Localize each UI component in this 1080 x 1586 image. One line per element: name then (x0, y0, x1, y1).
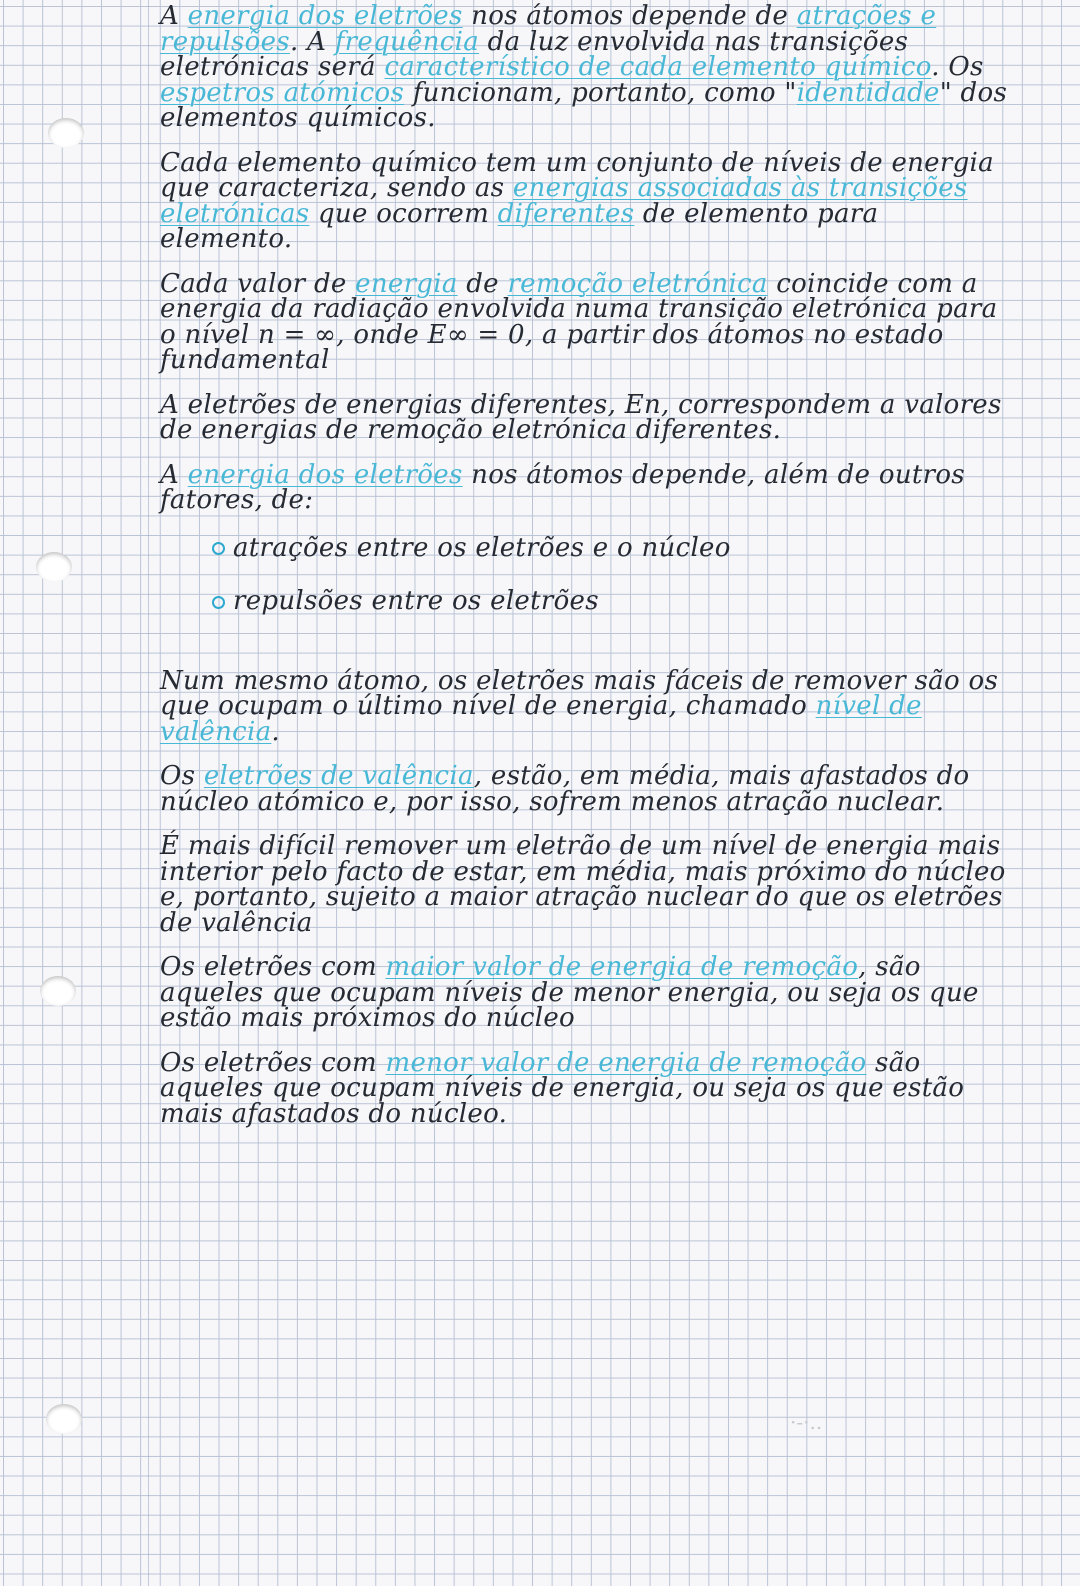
highlighted-term: característico de cada elemento químico (384, 52, 932, 82)
note-text: . (271, 716, 280, 747)
paragraph-group-1 (160, 1, 1010, 515)
circle-bullet-icon (212, 596, 225, 609)
highlighted-term: frequência (334, 26, 480, 57)
punch-hole (40, 976, 76, 1006)
bullet-list (212, 532, 1010, 616)
highlighted-term: eletrões de valência (203, 761, 474, 791)
note-text: da luz envolvida nas transições eletrónicas será (160, 26, 909, 82)
note-text: nos átomos depende, além de outros fatores, de: (160, 459, 965, 515)
note-text: , estão, em média, mais afastados do núcleo atómico e, por isso, sofrem menos atração nuclear. (160, 761, 970, 817)
circle-bullet-icon (212, 542, 225, 555)
note-paragraph (160, 952, 1010, 1033)
note-paragraph (160, 459, 1010, 515)
highlighted-term: identidade (796, 77, 940, 108)
note-text: Num mesmo átomo, os eletrões mais fáceis de remover são os que ocupam o último nível de energia, chamado (160, 665, 999, 721)
note-text: É mais difícil remover um eletrão de um nível de energia mais interior pelo facto de estar, em média, mais próximo do núcleo e, portanto, sujeito a maior atração nuclear do que os eletrões de valência (160, 831, 1006, 938)
note-text: Cada valor de (160, 268, 356, 299)
punch-hole (48, 118, 84, 148)
punch-hole (36, 552, 72, 582)
highlighted-term: maior valor de energia de remoção (385, 952, 859, 982)
highlighted-term: menor valor de energia de remoção (385, 1047, 867, 1078)
highlighted-term: espetros atómicos (160, 77, 405, 108)
note-text: , são aqueles que ocupam níveis de menor energia, ou seja os que estão mais próximos do núcleo (160, 952, 979, 1033)
note-text: Os eletrões com (160, 1047, 386, 1078)
note-text: Os eletrões com (160, 952, 386, 982)
note-text: nos átomos depende de (462, 1, 797, 31)
note-text: A (160, 459, 188, 490)
note-text: A (160, 1, 188, 31)
highlighted-term: diferentes (497, 198, 635, 229)
note-text: Cada elemento químico tem um conjunto de níveis de energia que caracteriza, sendo as (160, 147, 994, 203)
bullet-item (212, 532, 1010, 563)
note-text: são aqueles que ocupam níveis de energia, ou seja os que estão mais afastados do núcleo. (160, 1047, 965, 1129)
note-paragraph (160, 761, 1010, 817)
note-paragraph (160, 1047, 1010, 1129)
pencil-mark: ·-·.. (790, 1410, 823, 1434)
highlighted-term: energia dos eletrões (187, 459, 463, 490)
note-paragraph (160, 268, 1010, 375)
highlighted-term: energia (355, 268, 458, 299)
paragraph-group-2 (160, 665, 1010, 1129)
margin-line (148, 0, 149, 1586)
note-text: . A (289, 26, 335, 57)
note-paragraph (160, 831, 1010, 938)
bullet-text: repulsões entre os eletrões (233, 586, 599, 616)
highlighted-term: energia dos eletrões (187, 1, 463, 31)
note-paragraph (160, 147, 1010, 254)
note-text: de (457, 268, 508, 299)
note-text: funcionam, portanto, como " (404, 77, 797, 108)
highlighted-term: energias associadas às transições eletrónicas (160, 173, 968, 229)
note-text: coincide com a energia da radiação envolvida numa transição eletrónica para o nível n = ∞, onde E∞ = 0, a partir dos átomos no estado fundamental (160, 268, 998, 375)
note-text: " dos elementos químicos. (160, 77, 1008, 133)
highlighted-term: nível de valência (160, 691, 922, 747)
note-text: A eletrões de energias diferentes, En, correspondem a valores de energias de remoção eletrónica diferentes. (160, 389, 1002, 445)
bullet-item (212, 586, 1010, 616)
bullet-text: atrações entre os eletrões e o núcleo (233, 532, 731, 563)
note-text: de elemento para elemento. (160, 198, 879, 254)
note-text: que ocorrem (309, 198, 498, 229)
note-paragraph (160, 389, 1010, 445)
handwritten-notes (160, 1, 1010, 1146)
note-text: . Os (931, 52, 984, 82)
note-paragraph (160, 665, 1010, 747)
note-paragraph (160, 1, 1010, 133)
note-text: Os (160, 761, 204, 791)
highlighted-term: remoção eletrónica (507, 268, 768, 299)
punch-hole (46, 1404, 82, 1434)
highlighted-term: atrações e repulsões (160, 1, 937, 57)
